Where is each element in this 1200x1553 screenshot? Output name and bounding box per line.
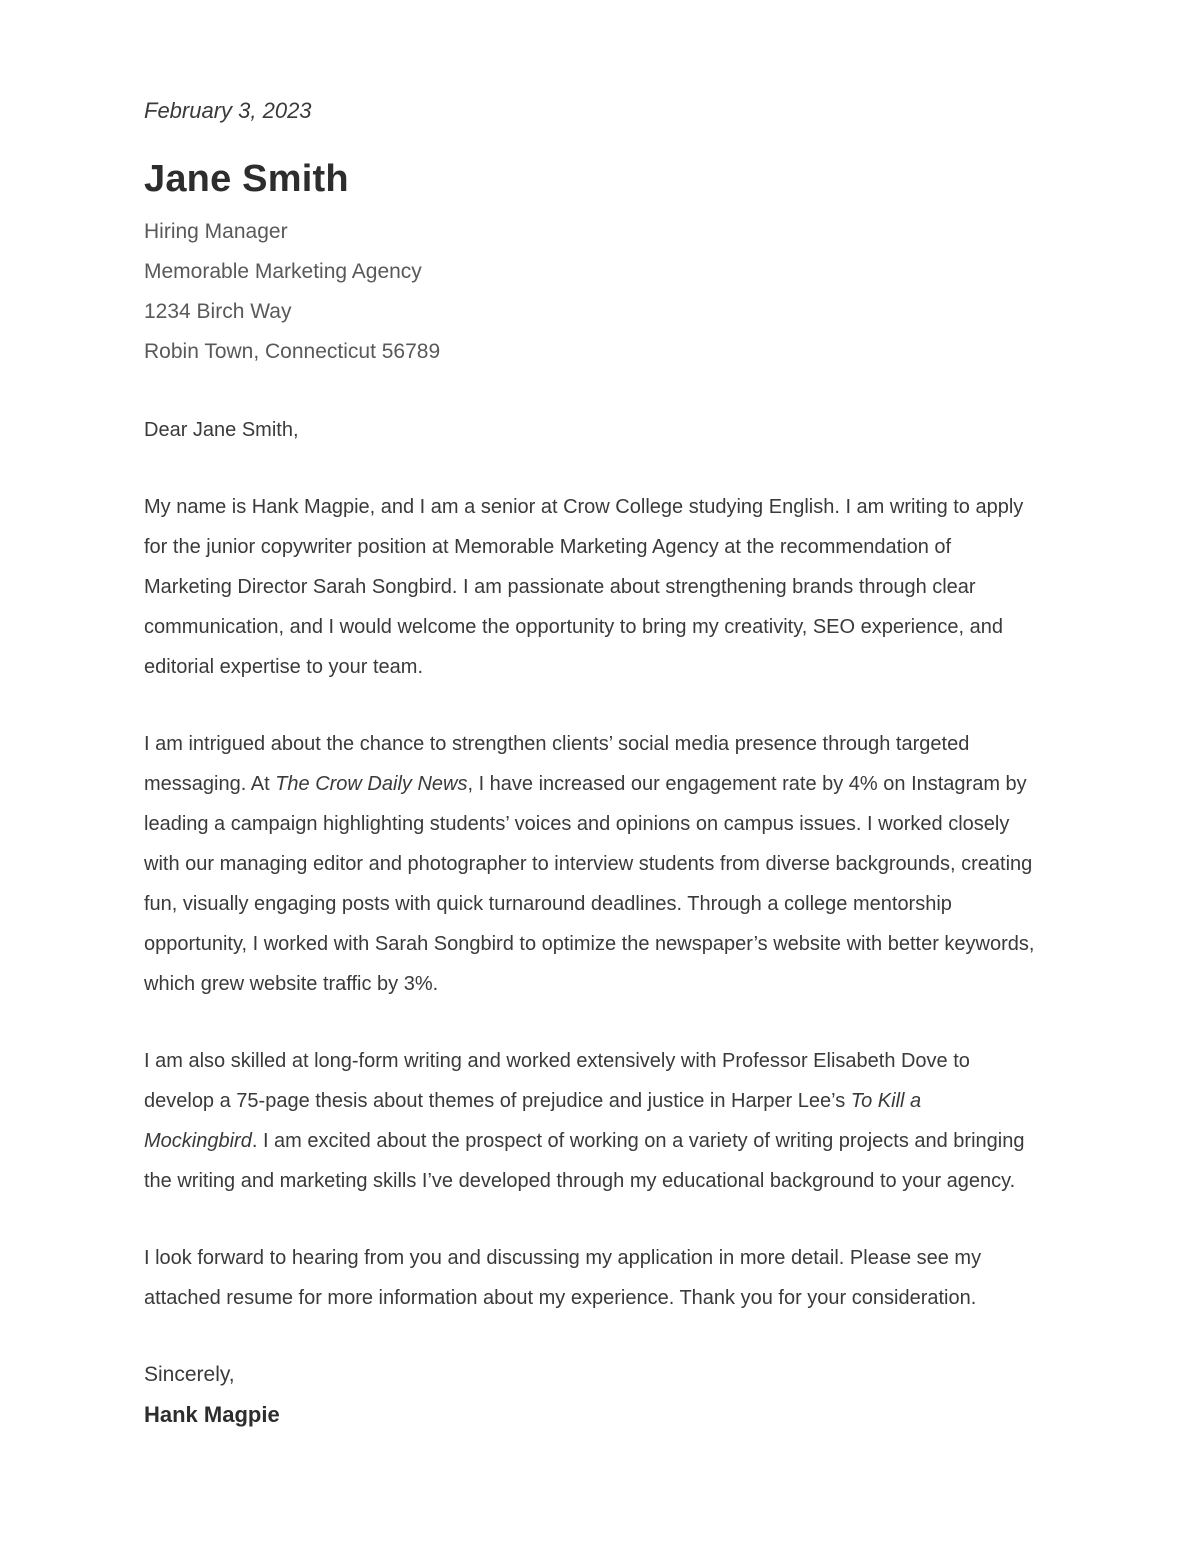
- recipient-street-address: 1234 Birch Way: [144, 300, 292, 323]
- paragraph-text: I am intrigued about the chance to strengthen clients’ social media presence through targeted messaging. At: [144, 733, 970, 795]
- recipient-city-state-zip: Robin Town, Connecticut 56789: [144, 340, 441, 363]
- book-title: To Kill a Mockingbird: [144, 1090, 922, 1152]
- recipient-job-title: Hiring Manager: [144, 220, 288, 243]
- letter-date: February 3, 2023: [144, 98, 312, 123]
- paragraph-social-media-experience: [144, 724, 1040, 1004]
- recipient-name: Jane Smith: [144, 158, 349, 200]
- signature-name: Hank Magpie: [144, 1402, 280, 1427]
- paragraph-text: I look forward to hearing from you and discussing my application in more detail. Please see my attached resume for more information about my experience. Thank you for your consideration.: [144, 1247, 982, 1309]
- paragraph-text: My name is Hank Magpie, and I am a senior at Crow College studying English. I am writing to apply for the junior copywriter position at Memorable Marketing Agency at the recommendation of Marketing Director Sarah Songbird. I am passionate about strengthening brands through clear communication, and I would welcome the opportunity to bring my creativity, SEO experience, and editorial expertise to your team.: [144, 496, 1024, 678]
- closing-phrase: Sincerely,: [144, 1363, 235, 1386]
- recipient-company: Memorable Marketing Agency: [144, 260, 422, 283]
- salutation: Dear Jane Smith,: [144, 419, 299, 441]
- paragraph-text: . I am excited about the prospect of working on a variety of writing projects and bringing the writing and marketing skills I’ve developed through my educational background to your agency.: [144, 1130, 1025, 1192]
- paragraph-call-to-action: [144, 1238, 1040, 1318]
- paragraph-writing-skills: [144, 1041, 1040, 1201]
- paragraph-text: , I have increased our engagement rate by 4% on Instagram by leading a campaign highlighting students’ voices and opinions on campus issues. I worked closely with our managing editor and photographer to interview students from diverse backgrounds, creating fun, visually engaging posts with quick turnaround deadlines. Through a college mentorship opportunity, I worked with Sarah Songbird to optimize the newspaper’s website with better keywords, which grew website traffic by 3%.: [144, 773, 1035, 995]
- paragraph-text: I am also skilled at long-form writing and worked extensively with Professor Elisabeth Dove to develop a 75-page thesis about themes of prejudice and justice in Harper Lee’s: [144, 1050, 970, 1112]
- publication-title: The Crow Daily News: [275, 773, 468, 795]
- paragraph-introduction: [144, 487, 1040, 687]
